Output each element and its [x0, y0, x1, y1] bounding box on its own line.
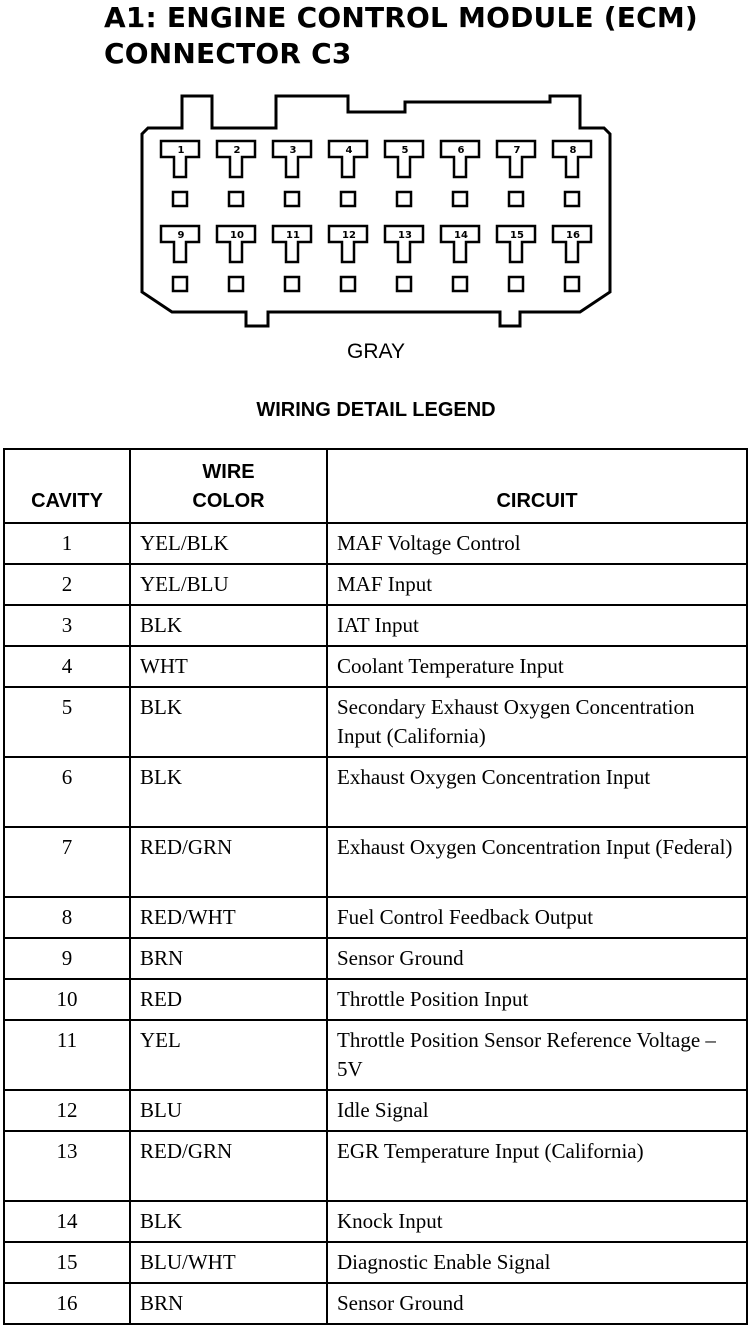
wire-color-cell: BLK	[130, 687, 327, 757]
wire-color-cell: BLK	[130, 757, 327, 827]
pin-socket-square	[453, 277, 467, 291]
wire-color-cell: BRN	[130, 938, 327, 979]
cavity-cell: 12	[4, 1090, 130, 1131]
wire-color-cell: RED	[130, 979, 327, 1020]
table-row	[4, 757, 747, 827]
pin-number-label: 6	[457, 145, 465, 156]
table-row	[4, 523, 747, 564]
connector-pin	[553, 226, 591, 291]
pin-socket-square	[397, 277, 411, 291]
table-row	[4, 897, 747, 938]
pin-number-label: 16	[566, 230, 580, 241]
pin-number-label: 13	[398, 230, 412, 241]
wire-color-cell: WHT	[130, 646, 327, 687]
pin-socket-square	[173, 277, 187, 291]
header-wire-color	[130, 449, 327, 523]
cavity-cell: 14	[4, 1201, 130, 1242]
circuit-cell: MAF Input	[327, 564, 747, 605]
circuit-cell: MAF Voltage Control	[327, 523, 747, 564]
table-row	[4, 827, 747, 897]
circuit-cell: Fuel Control Feedback Output	[327, 897, 747, 938]
connector-pin	[553, 141, 591, 206]
pin-number-label: 9	[177, 230, 185, 241]
connector-pin	[329, 141, 367, 206]
pin-row-top	[161, 141, 591, 206]
pin-socket-square	[453, 192, 467, 206]
table-row	[4, 938, 747, 979]
pin-socket-square	[565, 192, 579, 206]
table-row	[4, 564, 747, 605]
pin-socket-square	[509, 277, 523, 291]
pin-socket-square	[173, 192, 187, 206]
circuit-cell: Coolant Temperature Input	[327, 646, 747, 687]
connector-pin	[217, 226, 255, 291]
pin-number-label: 4	[345, 145, 353, 156]
cavity-cell: 6	[4, 757, 130, 827]
pin-number-label: 12	[342, 230, 356, 241]
connector-diagram	[0, 0, 752, 340]
cavity-cell: 4	[4, 646, 130, 687]
pin-number-label: 15	[510, 230, 524, 241]
wire-color-cell: YEL/BLK	[130, 523, 327, 564]
connector-color-label: GRAY	[347, 340, 405, 363]
connector-pin	[329, 226, 367, 291]
connector-pin	[441, 141, 479, 206]
pin-socket-square	[341, 277, 355, 291]
connector-pin	[441, 226, 479, 291]
cavity-cell: 11	[4, 1020, 130, 1090]
pin-number-label: 14	[454, 230, 468, 241]
header-circuit: CIRCUIT	[327, 449, 747, 523]
wire-color-cell: BRN	[130, 1283, 327, 1324]
table-row	[4, 605, 747, 646]
pin-socket-square	[509, 192, 523, 206]
pin-number-label: 10	[230, 230, 244, 241]
pin-socket-square	[285, 192, 299, 206]
connector-housing	[142, 96, 610, 326]
table-row	[4, 1242, 747, 1283]
pin-socket-square	[565, 277, 579, 291]
cavity-cell: 13	[4, 1131, 130, 1201]
pin-row-bottom	[161, 226, 591, 291]
connector-pin	[217, 141, 255, 206]
table-row	[4, 1283, 747, 1324]
pin-number-label: 2	[233, 145, 241, 156]
pin-socket-square	[397, 192, 411, 206]
pin-number-label: 5	[401, 145, 409, 156]
cavity-cell: 1	[4, 523, 130, 564]
pin-number-label: 11	[286, 230, 300, 241]
header-wire-color-line-2: COLOR	[192, 490, 265, 512]
wire-color-cell: BLK	[130, 1201, 327, 1242]
header-cavity: CAVITY	[4, 449, 130, 523]
pin-socket-square	[341, 192, 355, 206]
title-line-2: CONNECTOR C3	[104, 37, 352, 70]
circuit-cell: Throttle Position Sensor Reference Voltage – 5V	[327, 1020, 747, 1090]
circuit-cell: Idle Signal	[327, 1090, 747, 1131]
table-row	[4, 1201, 747, 1242]
table-row	[4, 979, 747, 1020]
pin-number-label: 7	[513, 145, 521, 156]
table-row	[4, 646, 747, 687]
circuit-cell: Secondary Exhaust Oxygen Concentration Input (California)	[327, 687, 747, 757]
cavity-cell: 10	[4, 979, 130, 1020]
table-header-row	[4, 449, 747, 523]
wire-color-cell: YEL/BLU	[130, 564, 327, 605]
cavity-cell: 7	[4, 827, 130, 897]
cavity-cell: 8	[4, 897, 130, 938]
pin-number-label: 8	[569, 145, 577, 156]
wire-color-cell: RED/WHT	[130, 897, 327, 938]
circuit-cell: Sensor Ground	[327, 938, 747, 979]
pin-number-label: 3	[289, 145, 297, 156]
circuit-cell: Throttle Position Input	[327, 979, 747, 1020]
cavity-cell: 5	[4, 687, 130, 757]
connector-pin	[497, 226, 535, 291]
wire-color-cell: YEL	[130, 1020, 327, 1090]
connector-pin	[161, 141, 199, 206]
circuit-cell: EGR Temperature Input (California)	[327, 1131, 747, 1201]
connector-pin	[273, 141, 311, 206]
cavity-cell: 9	[4, 938, 130, 979]
circuit-cell: Exhaust Oxygen Concentration Input (Federal)	[327, 827, 747, 897]
circuit-cell: Knock Input	[327, 1201, 747, 1242]
header-wire-color-line-1: WIRE	[202, 461, 255, 483]
title-line-1: A1: ENGINE CONTROL MODULE (ECM)	[104, 1, 698, 34]
connector-pin	[385, 141, 423, 206]
table-row	[4, 687, 747, 757]
cavity-cell: 15	[4, 1242, 130, 1283]
pin-socket-square	[229, 192, 243, 206]
pin-number-label: 1	[177, 145, 185, 156]
pin-socket-square	[229, 277, 243, 291]
circuit-cell: Sensor Ground	[327, 1283, 747, 1324]
cavity-cell: 16	[4, 1283, 130, 1324]
pin-socket-square	[285, 277, 299, 291]
table-row	[4, 1131, 747, 1201]
cavity-cell: 2	[4, 564, 130, 605]
cavity-cell: 3	[4, 605, 130, 646]
table-row	[4, 1020, 747, 1090]
legend-title: WIRING DETAIL LEGEND	[256, 399, 496, 421]
circuit-cell: IAT Input	[327, 605, 747, 646]
wiring-detail-table	[3, 448, 748, 1325]
connector-pin	[385, 226, 423, 291]
connector-pin	[161, 226, 199, 291]
wire-color-cell: BLK	[130, 605, 327, 646]
wire-color-cell: BLU/WHT	[130, 1242, 327, 1283]
connector-pin	[497, 141, 535, 206]
wire-color-cell: RED/GRN	[130, 827, 327, 897]
wire-color-cell: BLU	[130, 1090, 327, 1131]
wire-color-cell: RED/GRN	[130, 1131, 327, 1201]
circuit-cell: Diagnostic Enable Signal	[327, 1242, 747, 1283]
circuit-cell: Exhaust Oxygen Concentration Input	[327, 757, 747, 827]
table-row	[4, 1090, 747, 1131]
connector-pin	[273, 226, 311, 291]
